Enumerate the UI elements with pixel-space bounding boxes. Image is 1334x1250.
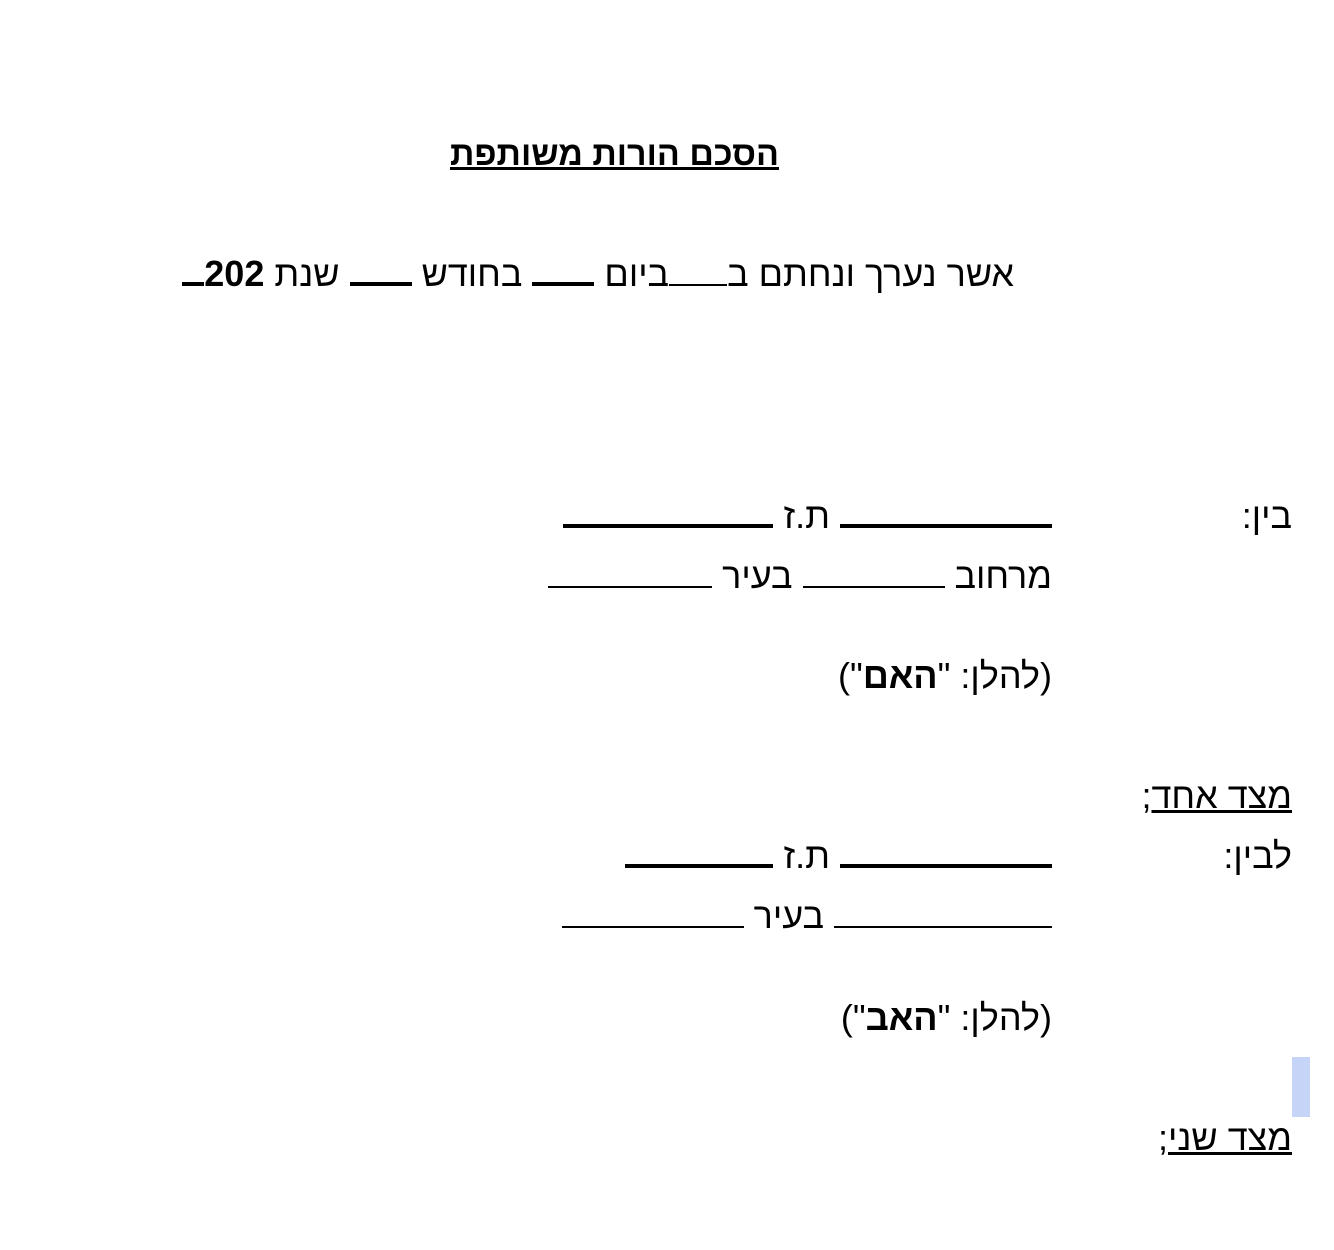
father-term: האב [865,997,938,1038]
party1-label: בין: [1241,495,1292,536]
party2-side-label: מצד שני; [1158,1117,1292,1158]
party1-street-blank[interactable] [803,556,945,588]
party1-city-label: בעיר [722,555,793,596]
party1-hereinafter [838,654,1052,698]
selection-marker [1292,1057,1310,1117]
hereinafter-prefix: (להלן: " [937,997,1052,1038]
location-blank[interactable] [669,254,727,286]
preamble-text-3: בחודש [421,253,523,294]
month-blank[interactable] [350,252,412,286]
party2-address-line [562,894,1052,938]
party1-id-blank[interactable] [563,494,773,528]
party2-hereinafter [841,996,1052,1040]
preamble-line [182,252,1014,296]
party1-id-label: ת.ז [783,495,830,536]
year-prefix: 202 [204,253,265,294]
party2-city-blank[interactable] [562,896,744,928]
party1-address-line [548,554,1052,598]
year-blank[interactable] [182,252,204,286]
preamble-text-4: שנת [274,253,340,294]
party1-side-label: מצד אחד; [1141,775,1292,816]
hereinafter-suffix: ") [840,997,866,1038]
party1-city-blank[interactable] [548,556,712,588]
preamble-text-2: ביום [604,253,670,294]
party2-name-id-line [625,834,1052,878]
party1-name-id-line [563,494,1052,538]
day-blank[interactable] [532,252,594,286]
mother-term: האם [862,655,938,696]
party2-name-blank[interactable] [840,834,1052,868]
party2-label: לבין: [1223,835,1292,876]
party1-name-blank[interactable] [840,494,1052,528]
party2-id-blank[interactable] [625,834,773,868]
party2-address-blank[interactable] [834,896,1052,928]
party1-street-label: מרחוב [954,555,1052,596]
party2-city-label: בעיר [753,895,824,936]
document-title: הסכם הורות משותפת [449,135,779,173]
preamble-text-1: אשר נערך ונחתם ב [727,253,1014,294]
party2-id-label: ת.ז [783,835,830,876]
hereinafter-prefix: (להלן: " [937,655,1052,696]
hereinafter-suffix: ") [838,655,863,696]
